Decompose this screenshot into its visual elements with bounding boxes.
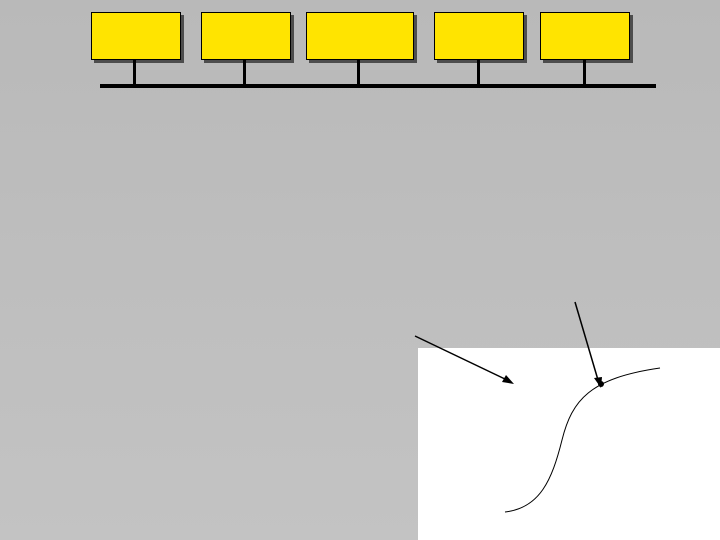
analog-curve bbox=[505, 368, 660, 512]
sample-point bbox=[598, 381, 604, 387]
